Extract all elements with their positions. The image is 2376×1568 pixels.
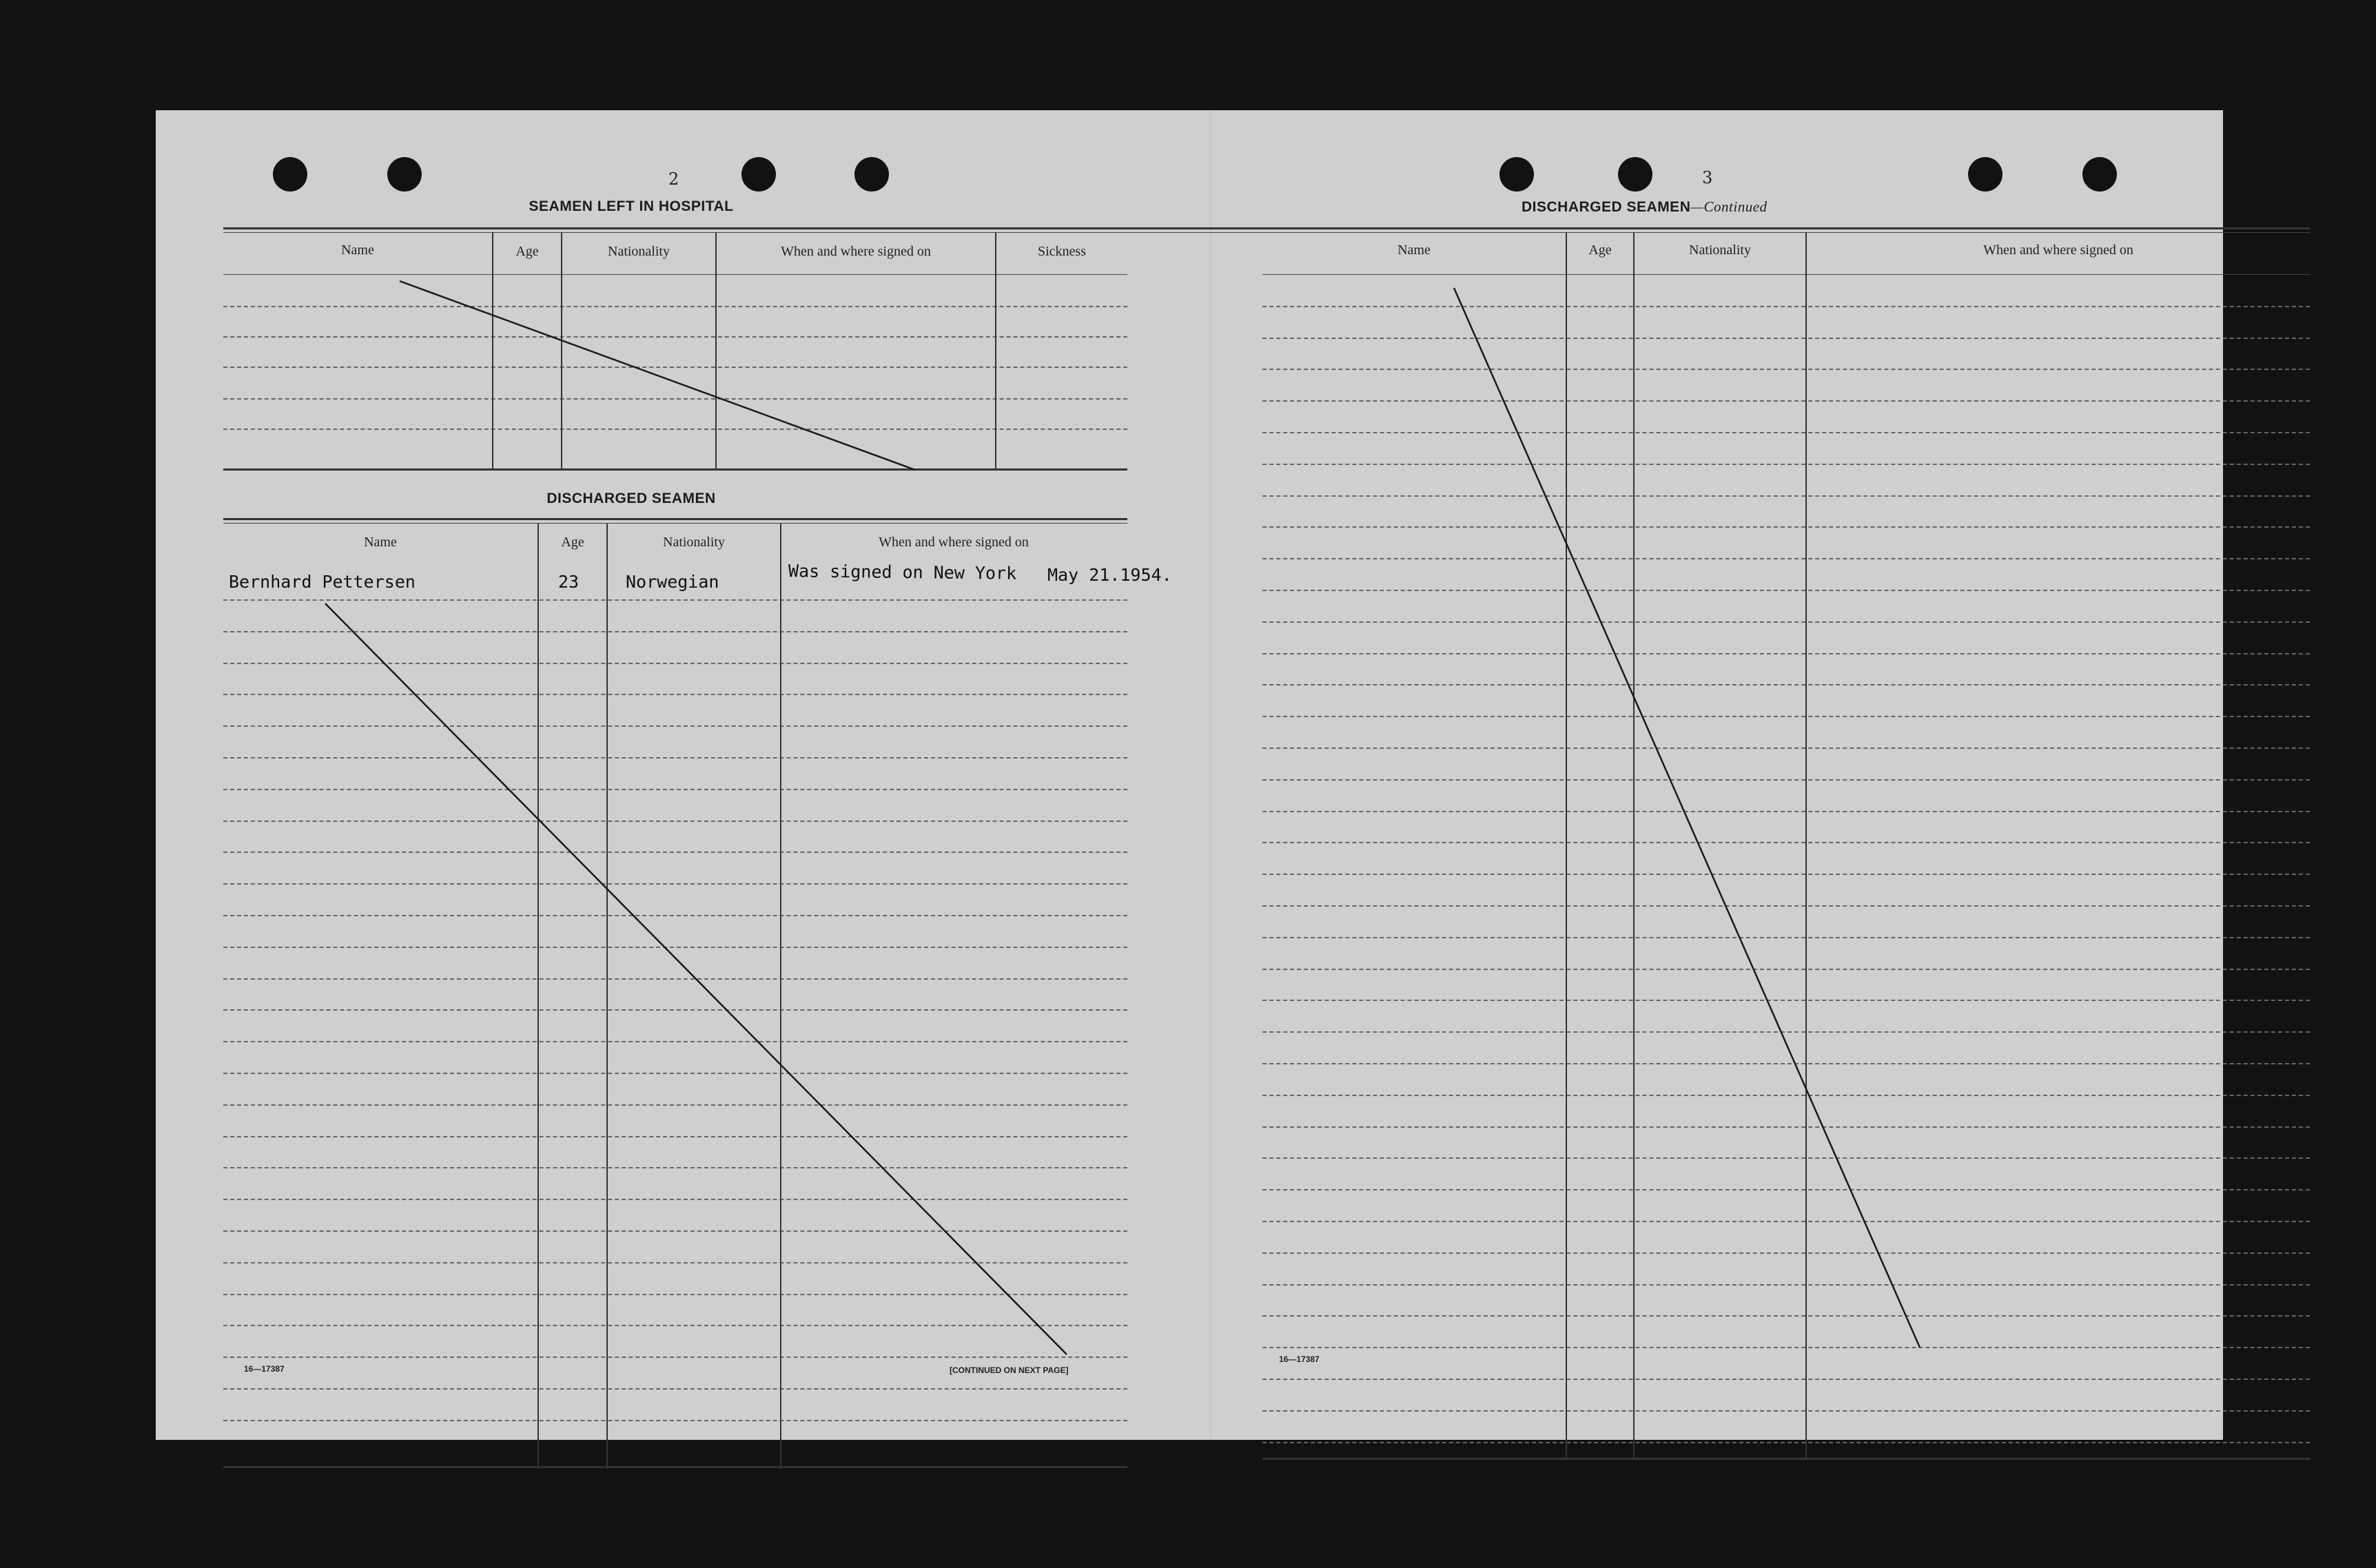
cancellation-strokes [156,110,2223,1440]
hospital-col-age: Age [515,244,539,259]
hospital-col-signed-on: When and where signed on [781,244,931,259]
discharged-col-signed-on: When and where signed on [879,535,1029,550]
discharged-col-age: Age [561,535,584,550]
title-main: DISCHARGED SEAMEN [1522,199,1691,215]
ledger-line [1262,1442,2310,1443]
continued-cancel-stroke [1454,288,1920,1348]
continued-note: [CONTINUED ON NEXT PAGE] [950,1365,1069,1375]
document-sheet [156,110,2223,1440]
rule [223,1466,1127,1468]
page-number-right: 3 [1702,168,1713,187]
hospital-cancel-stroke [400,281,915,470]
seaman-signed-date: May 21.1954. [1047,565,1172,585]
hospital-section-title: SEAMEN LEFT IN HOSPITAL [529,198,734,214]
right-col-name: Name [1397,243,1431,258]
right-col-signed-on: When and where signed on [1983,243,2133,258]
form-code-right: 16—17387 [1279,1354,1320,1364]
hospital-col-sickness: Sickness [1038,244,1086,259]
right-col-nationality: Nationality [1689,243,1751,258]
seaman-nationality: Norwegian [626,572,719,592]
rule [1262,1458,2310,1460]
page-number-left: 2 [668,169,679,189]
discharged-section-title: DISCHARGED SEAMEN [546,491,716,506]
seaman-signed-on: Was signed on New York [788,561,1017,584]
seaman-name: Bernhard Pettersen [229,572,416,592]
discharged-col-name: Name [364,535,397,550]
title-continued: —Continued [1690,198,1768,215]
hospital-col-name: Name [341,243,374,258]
hospital-col-nationality: Nationality [608,244,670,259]
discharged-cancel-stroke [325,604,1067,1354]
discharged-col-nationality: Nationality [663,535,725,550]
form-code-left: 16—17387 [244,1364,285,1374]
right-col-age: Age [1588,243,1612,258]
seaman-age: 23 [558,572,580,592]
